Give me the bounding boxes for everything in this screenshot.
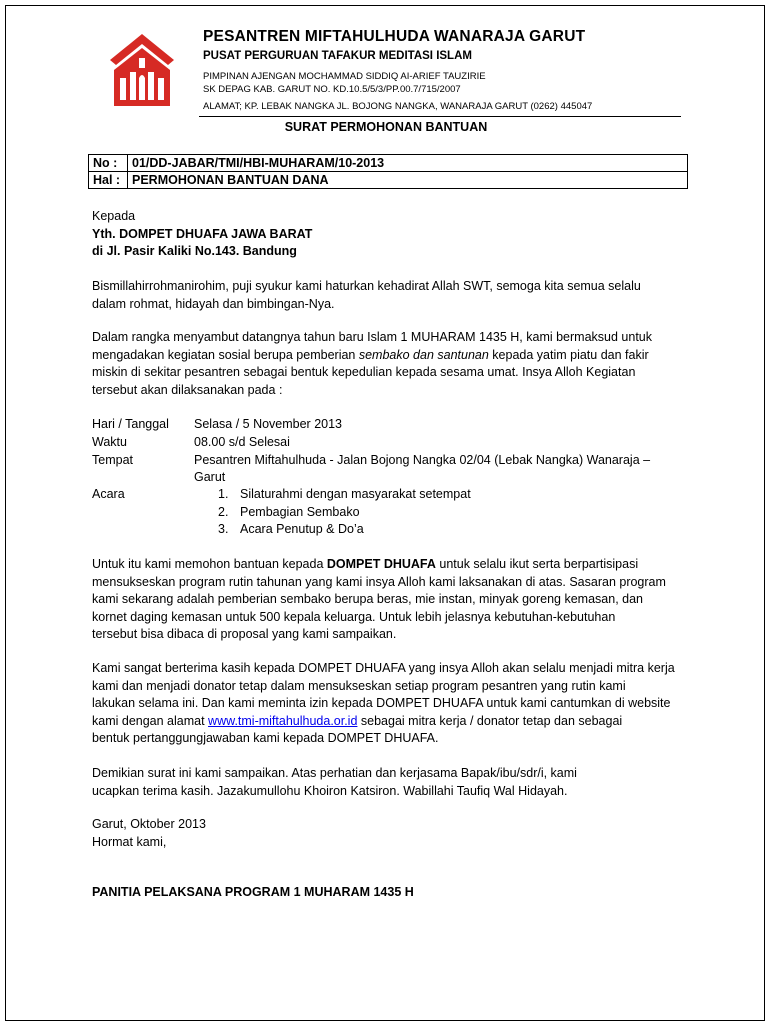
- org-address: ALAMAT; KP. LEBAK NANGKA JL. BOJONG NANGKA, WANARAJA GARUT (0262) 445047: [203, 101, 593, 112]
- agenda-number: 3.: [218, 522, 229, 536]
- text-line: tersebut akan dilaksanakan pada :: [92, 382, 283, 397]
- text-line: dalam rohmat, hidayah dan bimbingan-Nya.: [92, 296, 335, 311]
- event-place-label: Tempat: [92, 453, 133, 467]
- regards: Hormat kami,: [92, 834, 167, 849]
- agenda-text: Pembagian Sembako: [240, 505, 360, 519]
- text-span: untuk selalu ikut serta berpartisipasi: [435, 557, 639, 571]
- text-line: Bismillahirrohmanirohim, puji syukur kami haturkan kehadirat Allah SWT, semoga kita semua selalu: [92, 279, 641, 293]
- text-line: Demikian surat ini kami sampaikan. Atas perhatian dan kerjasama Bapak/ibu/sdr/i, kami: [92, 766, 577, 780]
- ref-value: 01/DD-JABAR/TMI/HBI-MUHARAM/10-2013: [128, 155, 688, 172]
- org-name: PESANTREN MIFTAHULHUDA WANARAJA GARUT: [203, 28, 586, 45]
- signatory: PANITIA PELAKSANA PROGRAM 1 MUHARAM 1435 H: [92, 885, 414, 899]
- event-place-value: Pesantren Miftahulhuda - Jalan Bojong Nangka 02/04 (Lebak Nangka) Wanaraja –: [194, 453, 651, 467]
- text-line: kornet daging kemasan untuk 500 kepala keluarga. Untuk lebih jelasnya kebutuhan-kebutuhan: [92, 609, 616, 624]
- ref-key: Hal :: [89, 172, 128, 189]
- agenda-text: Acara Penutup & Do’a: [240, 522, 364, 536]
- recipient-name: Yth. DOMPET DHUAFA JAWA BARAT: [92, 226, 313, 241]
- event-date-value: Selasa / 5 November 2013: [194, 417, 343, 431]
- recipient-block: [92, 208, 692, 261]
- text-span: mengadakan kegiatan sosial berupa pemberian: [92, 347, 359, 362]
- text-line: [92, 713, 692, 731]
- recipient-address: di Jl. Pasir Kaliki No.143. Bandung: [92, 244, 297, 258]
- text-span: sebagai mitra kerja / donator tetap dan sebagai: [357, 713, 623, 728]
- org-leader: PIMPINAN AJENGAN MOCHAMMAD SIDDIQ AI-ARIEF TAUZIRIE: [203, 71, 486, 82]
- ref-key: No :: [89, 155, 128, 172]
- event-place-value-cont: Garut: [194, 470, 226, 484]
- text-line: mensukseskan program rutin tahunan yang kami insya Alloh kami laksanakan di atas. Sasaran program: [92, 574, 666, 589]
- text-line: bentuk pertanggungjawaban kami kepada DOMPET DHUAFA.: [92, 731, 439, 745]
- ref-row-number: [89, 155, 688, 172]
- text-strong: DOMPET DHUAFA: [326, 557, 436, 571]
- text-line: miskin di sekitar pesantren sebagai bentuk kepedulian kepada sesama umat. Insya Alloh Kegiatan: [92, 365, 636, 379]
- org-subtitle: PUSAT PERGURUAN TAFAKUR MEDITASI ISLAM: [203, 50, 472, 62]
- place-date: Garut, Oktober 2013: [92, 817, 206, 831]
- letterhead-divider: [199, 116, 681, 117]
- text-line: Dalam rangka menyambut datangnya tahun baru Islam 1 MUHARAM 1435 H, kami bermaksud untuk: [92, 330, 652, 344]
- agenda-text: Silaturahmi dengan masyarakat setempat: [240, 487, 471, 501]
- paragraph-closing: [92, 765, 692, 800]
- agenda-item: [218, 504, 360, 522]
- text-line: [92, 347, 692, 365]
- paragraph-request: [92, 556, 692, 644]
- event-agenda-label: Acara: [92, 487, 125, 501]
- agenda-number: 2.: [218, 505, 229, 519]
- event-date-label: Hari / Tanggal: [92, 417, 169, 431]
- closing-block: [92, 816, 692, 851]
- event-time-label: Waktu: [92, 435, 127, 449]
- text-line: Kami sangat berterima kasih kepada DOMPET DHUAFA yang insya Alloh akan selalu menjadi mitra kerja: [92, 661, 675, 675]
- text-line: lakukan selama ini. Dan kami meminta izin kepada DOMPET DHUAFA untuk kami cantumkan di website: [92, 696, 671, 710]
- pesantren-logo: [110, 34, 174, 106]
- text-line: kami sekarang adalah pemberian sembako berupa beras, mie instan, minyak goreng kemasan, dan: [92, 592, 644, 606]
- text-emphasis: sembako dan santunan: [358, 347, 489, 362]
- paragraph-thanks: [92, 660, 692, 748]
- text-line: ucapkan terima kasih. Jazakumullohu Khoiron Katsiron. Wabillahi Taufiq Wal Hidayah.: [92, 783, 568, 798]
- ref-value: PERMOHONAN BANTUAN DANA: [128, 172, 688, 189]
- paragraph-opening: [92, 278, 692, 313]
- paragraph-intent: [92, 329, 692, 399]
- text-line: [92, 556, 692, 574]
- agenda-item: [218, 521, 364, 539]
- website-link[interactable]: www.tmi-miftahulhuda.or.id: [208, 713, 358, 728]
- text-span: kepada yatim piatu dan fakir: [488, 347, 649, 362]
- agenda-number: 1.: [218, 487, 229, 501]
- text-span: kami dengan alamat: [92, 713, 209, 728]
- document-title: SURAT PERMOHONAN BANTUAN: [284, 120, 488, 134]
- ref-row-subject: [89, 172, 688, 189]
- recipient-line: Kepada: [92, 209, 136, 223]
- org-registration: SK DEPAG KAB. GARUT NO. KD.10.5/5/3/PP.00.7/715/2007: [203, 84, 461, 95]
- agenda-item: [218, 486, 471, 504]
- text-line: kami dan menjadi donator tetap dalam mensukseskan setiap program pesantren yang rutin kami: [92, 678, 626, 693]
- reference-table: [88, 154, 688, 189]
- text-span: Untuk itu kami memohon bantuan kepada: [92, 557, 327, 571]
- text-line: tersebut bisa dibaca di proposal yang kami sampaikan.: [92, 627, 397, 641]
- event-time-value: 08.00 s/d Selesai: [194, 435, 290, 449]
